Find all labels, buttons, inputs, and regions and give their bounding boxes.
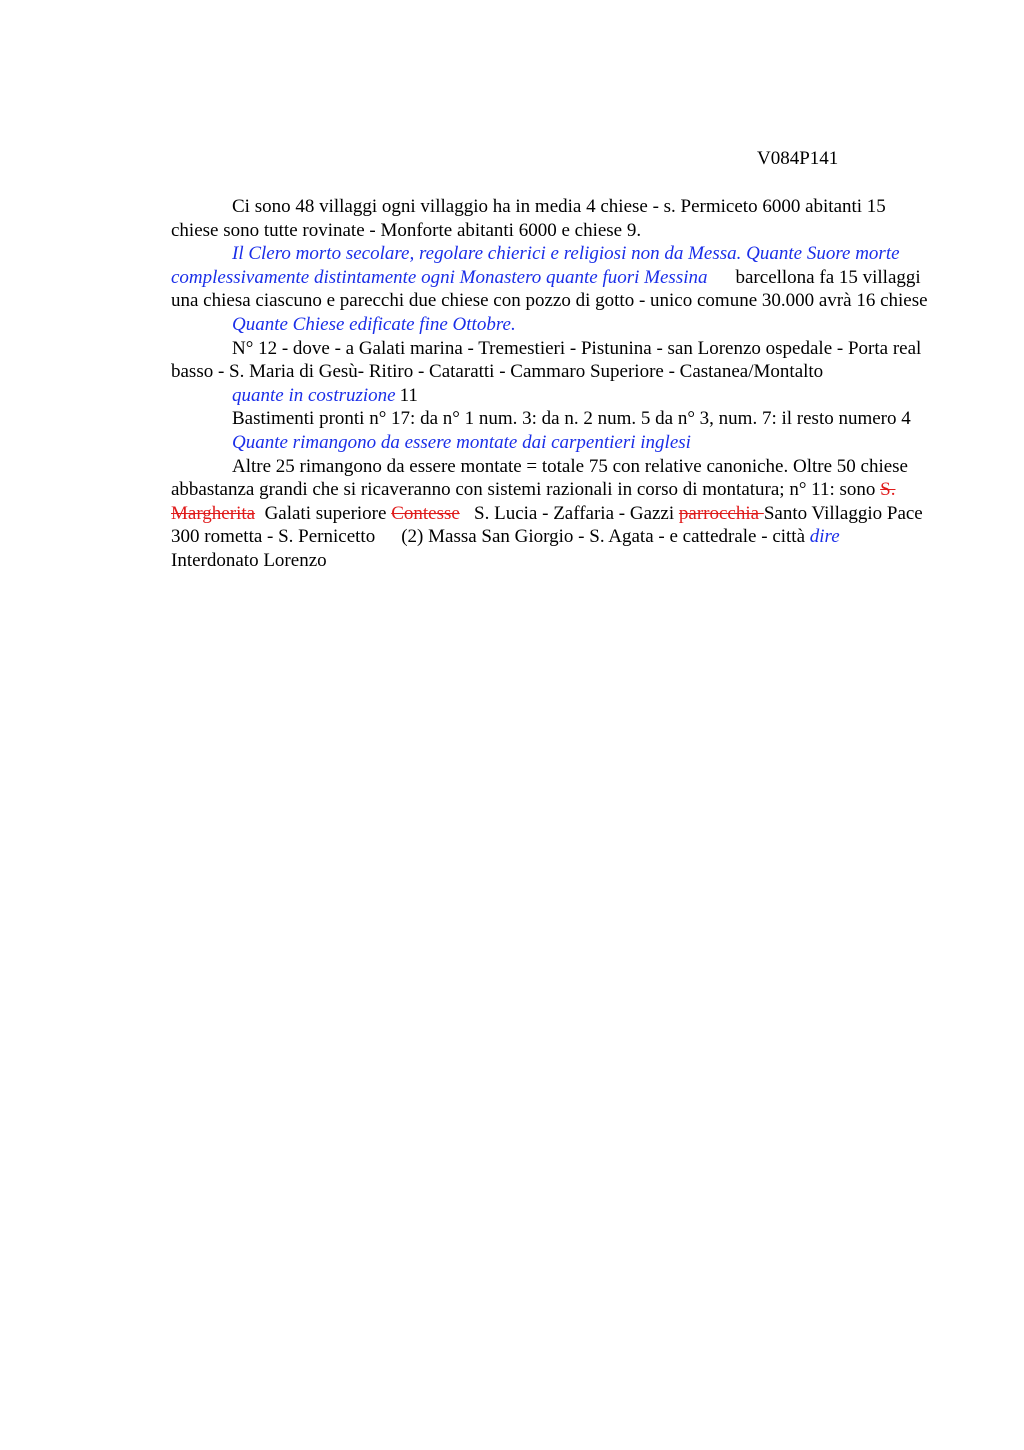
document-id: V084P141 <box>757 148 839 169</box>
text-segment: (2) Massa San Giorgio - S. Agata - e cattedrale - città <box>401 526 810 548</box>
transcription-body <box>171 195 931 573</box>
text-segment: Galati superiore <box>264 502 392 524</box>
paragraph-text: Bastimenti pronti n° 17: da n° 1 num. 3: da n. 2 num. 5 da n° 3, num. 7: il resto numero 4 <box>232 408 911 430</box>
paragraph-text: N° 12 - dove - a Galati marina - Tremestieri - Pistunina - san Lorenzo ospedale - Porta real basso - S. Maria di Gesù- Ritiro - Cataratti - Cammaro Superiore - Castanea/Montalto <box>171 337 922 383</box>
paragraph-villaggi <box>171 195 931 242</box>
text-segment: S. Lucia - Zaffaria - Gazzi <box>474 502 679 524</box>
question-carpentieri: Quante rimangono da essere montate dai carpentieri inglesi <box>232 431 691 453</box>
question-dire: dire <box>809 526 840 548</box>
deleted-text: parrocchia <box>678 502 764 524</box>
deleted-text: S. Margherita <box>171 479 896 524</box>
text-segment: Interdonato Lorenzo <box>171 549 327 571</box>
paragraph-clero <box>171 242 931 313</box>
question-costruzione: quante in costruzione <box>232 384 396 406</box>
paragraph-bastimenti <box>171 407 931 431</box>
answer-costruzione: 11 <box>399 384 418 406</box>
paragraph-carpentieri <box>171 431 931 455</box>
answer-barcellona: barcellona fa 15 villaggi una chiesa ciascuno e parecchi due chiese con pozzo di gotto - unico comune 30.000 avrà 16 chiese <box>171 266 928 312</box>
paragraph-text: Ci sono 48 villaggi ogni villaggio ha in media 4 chiese - s. Permiceto 6000 abitanti 15 chiese sono tutte rovinate - Monforte abitanti 6000 e chiese 9. <box>171 196 886 241</box>
question-clero: Il Clero morto secolare, regolare chierici e religiosi non da Messa. Quante Suore morte complessivamente distintamente ogni Monastero quante fuori Messina <box>171 243 900 288</box>
paragraph-chiese-edificate <box>171 313 931 337</box>
paragraph-elenco-chiese <box>171 337 931 384</box>
text-segment: Altre 25 rimangono da essere montate = totale 75 con relative canoniche. Oltre 50 chiese abbastanza grandi che si ricaveranno con sistemi razionali in corso di montatura; n° 11: sono <box>171 455 908 501</box>
deleted-text: Contesse <box>391 502 460 524</box>
paragraph-montate <box>171 455 931 573</box>
paragraph-costruzione <box>171 384 931 408</box>
question-chiese-edificate: Quante Chiese edificate fine Ottobre. <box>232 313 516 335</box>
text-segment: Santo Villaggio Pace 300 rometta - S. Pernicetto <box>171 502 923 548</box>
